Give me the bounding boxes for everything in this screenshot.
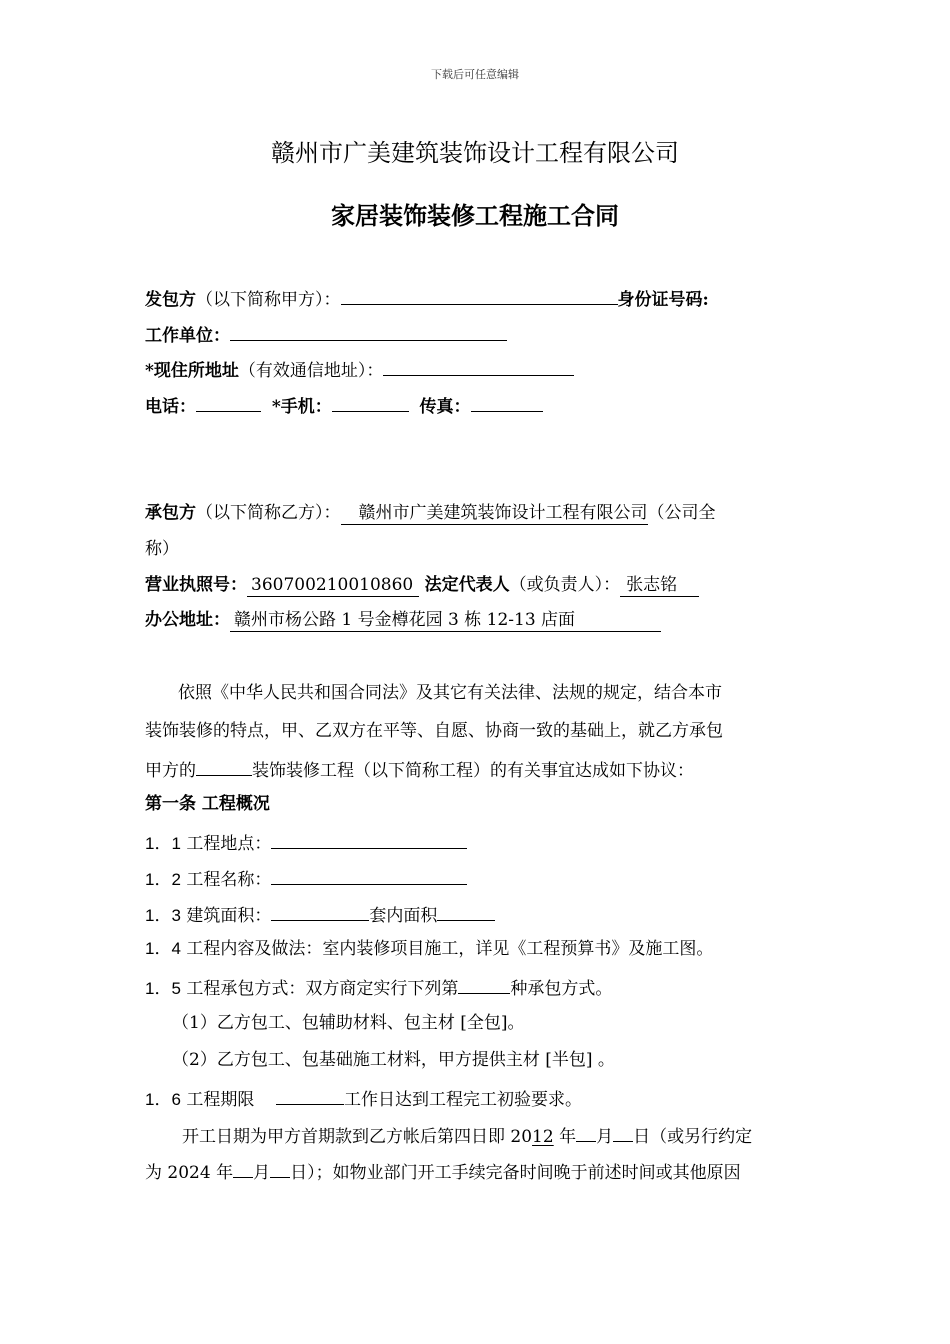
license-label: 营业执照号： <box>145 575 247 595</box>
item-1-6-num: 1．6 <box>145 1090 181 1109</box>
contract-mode-blank[interactable] <box>458 975 510 994</box>
start-date-text-b: 年 <box>553 1127 577 1147</box>
license-number: 360700210010860 <box>247 574 419 597</box>
phone-blank[interactable] <box>196 393 261 412</box>
mobile-blank[interactable] <box>332 393 409 412</box>
id-number-label: 身份证号码: <box>617 290 709 310</box>
office-label: 办公地址： <box>145 610 230 630</box>
party-b-name-suffix-2: 称） <box>145 539 179 559</box>
start-month-blank[interactable] <box>576 1123 596 1142</box>
intro-line-3a: 甲方的 <box>145 761 196 781</box>
alt-day-blank[interactable] <box>270 1159 290 1178</box>
address-label-note: （有效通信地址）： <box>238 361 384 381</box>
party-b-line-2 <box>145 538 179 560</box>
work-unit-label: 工作单位： <box>145 326 230 346</box>
option-1: （1）乙方包工、包辅助材料、包主材 [全包]。 <box>172 1013 525 1033</box>
start2-text-b: 月 <box>253 1163 271 1183</box>
work-unit-line <box>145 322 507 347</box>
party-a-line <box>145 286 709 311</box>
office-address: 赣州市杨公路 1 号金樽花园 3 栋 12-13 店面 <box>230 609 661 632</box>
office-line <box>145 609 661 632</box>
item-1-1 <box>145 830 467 855</box>
item-1-3-text: 建筑面积： <box>186 906 272 926</box>
party-b-name: 赣州市广美建筑装饰设计工程有限公司 <box>341 502 648 525</box>
start2-text-c: 日）；如物业部门开工手续完备时间晚于前述时间或其他原因 <box>290 1163 741 1183</box>
item-1-2 <box>145 866 467 891</box>
contact-line <box>145 393 543 418</box>
alt-month-blank[interactable] <box>233 1159 253 1178</box>
item-1-2-text: 工程名称： <box>186 870 272 890</box>
interior-area-blank[interactable] <box>437 902 495 921</box>
start-date-line <box>182 1123 752 1148</box>
option-2: （2）乙方包工、包基础施工材料，甲方提供主材 [半包] 。 <box>172 1050 615 1070</box>
party-a-name-blank[interactable] <box>341 286 618 305</box>
company-title: 赣州市广美建筑装饰设计工程有限公司 <box>271 139 679 167</box>
building-area-blank[interactable] <box>271 902 369 921</box>
project-title-blank[interactable] <box>271 866 467 885</box>
address-blank[interactable] <box>383 357 574 376</box>
item-1-3-num: 1．3 <box>145 906 181 925</box>
item-1-3 <box>145 902 495 927</box>
address-line <box>145 357 574 382</box>
intro-line-3 <box>145 757 694 782</box>
document-title: 家居装饰装修工程施工合同 <box>331 201 619 230</box>
party-a-label-note: （以下简称甲方）： <box>196 290 341 310</box>
intro-line-2: 装饰装修的特点，甲、乙双方在平等、自愿、协商一致的基础上，就乙方承包 <box>145 721 723 741</box>
start-year: 12 <box>532 1127 554 1147</box>
item-1-4-text: 工程内容及做法：室内装修项目施工，详见《工程预算书》及施工图。 <box>186 939 714 959</box>
item-1-5-text-2: 种承包方式。 <box>510 979 613 999</box>
party-b-name-suffix: （公司全 <box>647 503 716 523</box>
item-1-4-num: 1．4 <box>145 939 181 958</box>
item-1-6-text-2: 工作日达到工程完工初验要求。 <box>343 1090 582 1110</box>
phone-label: 电话： <box>145 397 196 417</box>
project-name-blank[interactable] <box>196 757 252 776</box>
start2-text-a: 为 2024 年 <box>145 1163 234 1183</box>
item-1-2-num: 1．2 <box>145 870 181 889</box>
rep-name: 张志铭 <box>620 574 699 597</box>
start-date-text-c: 月 <box>596 1127 614 1147</box>
intro-line-1: 依照《中华人民共和国合同法》及其它有关法律、法规的规定，结合本市 <box>178 683 722 703</box>
start-date-line-2 <box>145 1159 741 1184</box>
work-unit-blank[interactable] <box>230 322 507 341</box>
party-b-label: 承包方 <box>145 503 196 523</box>
article-1-title: 第一条 工程概况 <box>145 794 270 814</box>
fax-blank[interactable] <box>471 393 543 412</box>
rep-note: （或负责人）： <box>509 575 621 595</box>
item-1-6 <box>145 1086 582 1111</box>
work-days-blank[interactable] <box>276 1086 344 1105</box>
start-day-blank[interactable] <box>613 1123 633 1142</box>
header-note: 下载后可任意编辑 <box>431 68 519 81</box>
item-1-5-text: 工程承包方式：双方商定实行下列第 <box>186 979 459 999</box>
item-1-1-text: 工程地点： <box>186 834 272 854</box>
address-label: *现住所地址 <box>145 361 239 381</box>
party-a-label: 发包方 <box>145 290 196 310</box>
item-1-5-num: 1．5 <box>145 979 181 998</box>
license-line <box>145 574 699 597</box>
party-b-label-note: （以下简称乙方）： <box>196 503 341 523</box>
mobile-label: *手机： <box>271 397 332 417</box>
rep-label: 法定代表人 <box>424 575 510 595</box>
item-1-3-text-2: 套内面积 <box>369 906 438 926</box>
party-b-line <box>145 502 716 525</box>
start-date-text-a: 开工日期为甲方首期款到乙方帐后第四日即 20 <box>182 1127 533 1147</box>
start-date-text-d: 日（或另行约定 <box>633 1127 753 1147</box>
item-1-1-num: 1．1 <box>145 834 181 853</box>
item-1-4 <box>145 938 713 960</box>
item-1-6-text: 工程期限 <box>186 1090 255 1110</box>
item-1-5 <box>145 975 612 1000</box>
intro-line-3b: 装饰装修工程（以下简称工程）的有关事宜达成如下协议： <box>252 761 694 781</box>
location-blank[interactable] <box>271 830 467 849</box>
fax-label: 传真： <box>419 397 471 417</box>
